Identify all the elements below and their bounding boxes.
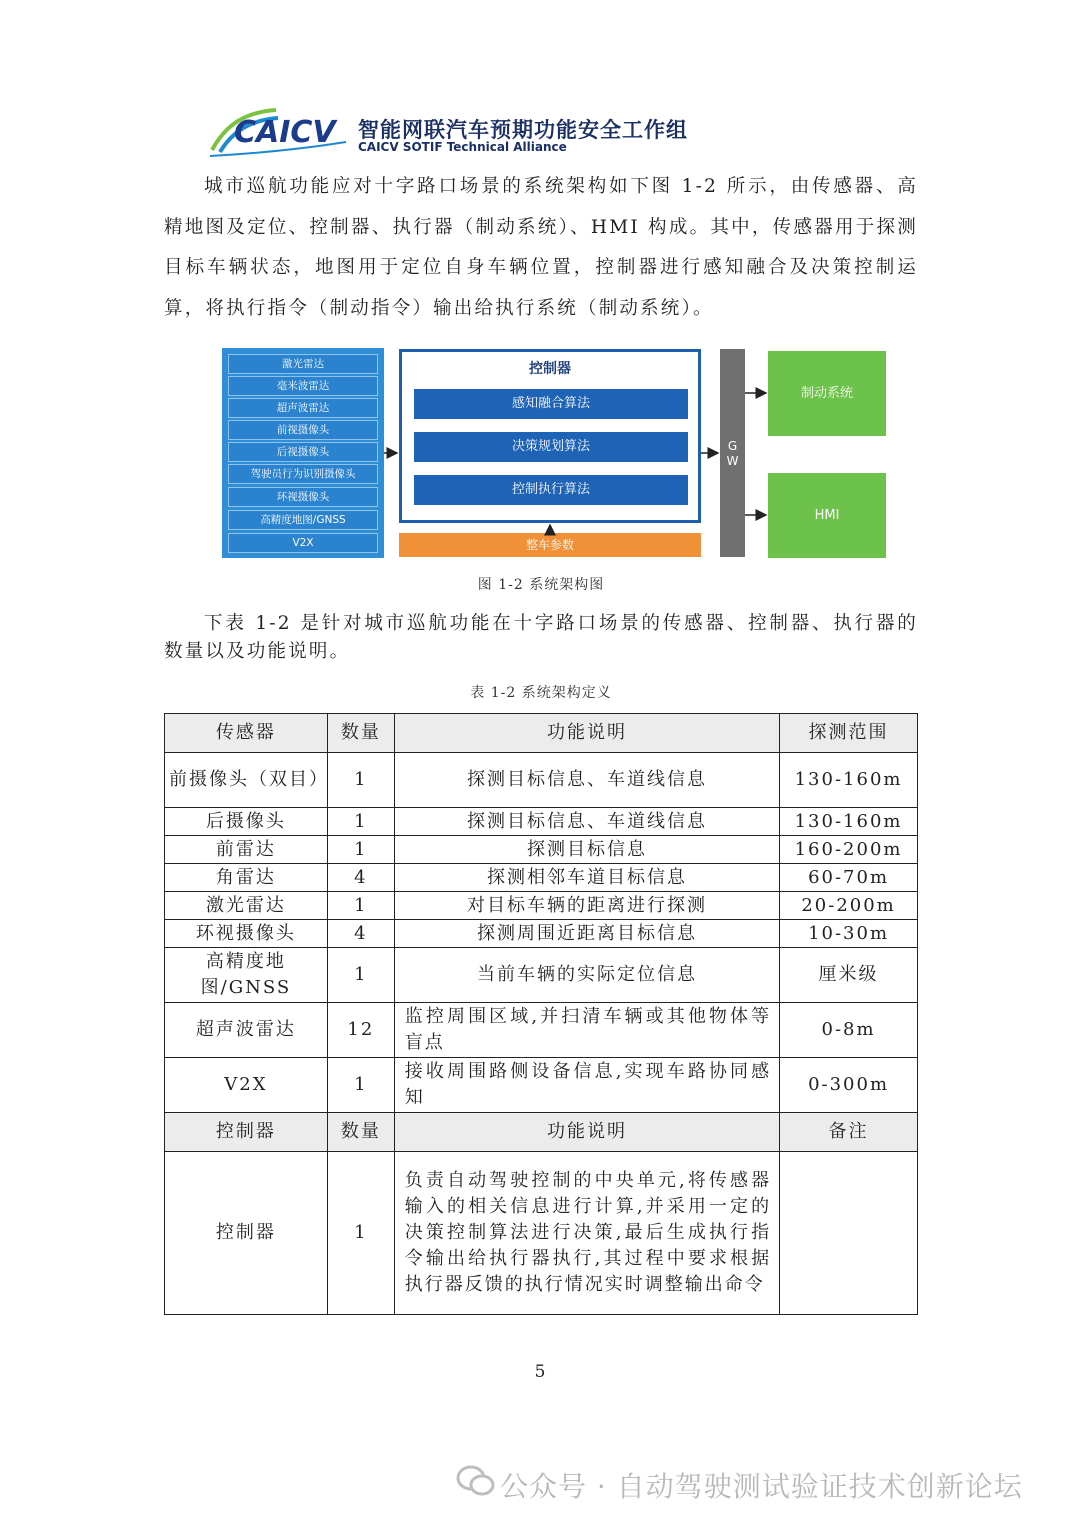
sensor-box: 前视摄像头 (228, 420, 378, 440)
table-row (165, 864, 918, 892)
table-cell: 12 (327, 1003, 394, 1058)
logo-text: CAICV (234, 115, 336, 150)
header-cell: 传感器 (165, 714, 328, 753)
figure-caption: 图 1-2 系统架构图 (477, 577, 605, 593)
system-architecture-table (164, 713, 918, 1315)
gateway-bar (720, 349, 745, 557)
sensor-box: 激光雷达 (228, 354, 378, 374)
table-caption: 表 1-2 系统架构定义 (470, 685, 612, 701)
controller-title: 控制器 (529, 361, 571, 377)
org-name-cn: 智能网联汽车预期功能安全工作组 (358, 118, 688, 142)
table-cell: 130-160m (780, 753, 918, 808)
table-cell: 超声波雷达 (165, 1003, 328, 1058)
sensor-box: V2X (228, 533, 378, 553)
table-cell: 厘米级 (780, 948, 918, 1003)
table-cell: 130-160m (780, 808, 918, 836)
table-cell: 4 (327, 864, 394, 892)
table-row (165, 753, 918, 808)
header-cell: 功能说明 (394, 1113, 779, 1152)
gateway-letter-w: W (726, 454, 739, 468)
sensor-box: 驾驶员行为识别摄像头 (228, 464, 378, 484)
table-cell: 10-30m (780, 920, 918, 948)
org-name-en: CAICV SOTIF Technical Alliance (358, 140, 567, 154)
wechat-icon (456, 1464, 496, 1498)
brake-system-box: 制动系统 (768, 351, 886, 436)
table-cell: 0-300m (780, 1058, 918, 1113)
table-row (165, 808, 918, 836)
table-cell: 环视摄像头 (165, 920, 328, 948)
table-cell: 前摄像头（双目） (165, 753, 328, 808)
gateway-label (720, 439, 745, 469)
table-cell: 160-200m (780, 836, 918, 864)
sensor-box: 毫米波雷达 (228, 376, 378, 396)
table-row (165, 836, 918, 864)
table-subheader-row (165, 1113, 918, 1152)
watermark-text: 公众号 · 自动驾驶测试验证技术创新论坛 (500, 1470, 1023, 1503)
table-cell: 1 (327, 1058, 394, 1113)
table-header-row (165, 714, 918, 753)
table-cell: 探测目标信息 (394, 836, 779, 864)
sensor-box: 高精度地图/GNSS (228, 510, 378, 530)
sensor-box: 后视摄像头 (228, 442, 378, 462)
table-cell: 负责自动驾驶控制的中央单元,将传感器输入的相关信息进行计算,并采用一定的决策控制算法进行决策,最后生成执行指令输出给执行器执行,其过程中要求根据执行器反馈的执行情况实时调整输出命令 (394, 1152, 779, 1315)
table-cell: 后摄像头 (165, 808, 328, 836)
table-cell: 前雷达 (165, 836, 328, 864)
algorithm-box: 控制执行算法 (414, 475, 688, 505)
table-cell: 当前车辆的实际定位信息 (394, 948, 779, 1003)
table-cell: 探测相邻车道目标信息 (394, 864, 779, 892)
table-row (165, 948, 918, 1003)
gateway-letter-g: G (727, 439, 738, 453)
table-cell: 20-200m (780, 892, 918, 920)
table-cell: 探测目标信息、车道线信息 (394, 753, 779, 808)
table-cell: 控制器 (165, 1152, 328, 1315)
table-cell: 探测目标信息、车道线信息 (394, 808, 779, 836)
sensor-box: 环视摄像头 (228, 487, 378, 507)
sensor-panel (222, 348, 384, 558)
table-cell: 1 (327, 892, 394, 920)
algorithm-box: 决策规划算法 (414, 432, 688, 462)
table-row (165, 920, 918, 948)
algorithm-box: 感知融合算法 (414, 389, 688, 419)
table-cell: 1 (327, 948, 394, 1003)
table-cell: 对目标车辆的距离进行探测 (394, 892, 779, 920)
table-row (165, 1152, 918, 1315)
table-cell: 1 (327, 808, 394, 836)
header-cell: 备注 (780, 1113, 918, 1152)
table-cell: V2X (165, 1058, 328, 1113)
table-row (165, 892, 918, 920)
table-cell: 监控周围区域,并扫清车辆或其他物体等盲点 (394, 1003, 779, 1058)
table-cell: 激光雷达 (165, 892, 328, 920)
intro-paragraph: 城市巡航功能应对十字路口场景的系统架构如下图 1-2 所示，由传感器、高精地图及定位、控制器、执行器（制动系统）、HMI 构成。其中，传感器用于探测目标车辆状态，地图用于定位自身车辆位置，控制器进行感知融合及决策控制运算，将执行指令（制动指令）输出给执行系统（制动系统）。 (164, 176, 918, 319)
header-cell: 控制器 (165, 1113, 328, 1152)
hmi-box: HMI (768, 473, 886, 558)
table-cell: 60-70m (780, 864, 918, 892)
header-cell: 功能说明 (394, 714, 779, 753)
page-number: 5 (534, 1362, 546, 1382)
table-cell: 角雷达 (165, 864, 328, 892)
table-cell: 接收周围路侧设备信息,实现车路协同感知 (394, 1058, 779, 1113)
table-cell: 1 (327, 836, 394, 864)
header-cell: 数量 (327, 714, 394, 753)
sensor-box: 超声波雷达 (228, 398, 378, 418)
table-cell: 探测周围近距离目标信息 (394, 920, 779, 948)
table-cell: 0-8m (780, 1003, 918, 1058)
table-cell: 1 (327, 1152, 394, 1315)
header-cell: 数量 (327, 1113, 394, 1152)
table-cell: 4 (327, 920, 394, 948)
table-row (165, 1058, 918, 1113)
table-cell: 高精度地图/GNSS (165, 948, 328, 1003)
controller-box (399, 349, 701, 523)
vehicle-params-box: 整车参数 (399, 533, 701, 557)
header-cell: 探测范围 (780, 714, 918, 753)
caicv-logo (206, 104, 354, 160)
table-row (165, 1003, 918, 1058)
table-intro-paragraph: 下表 1-2 是针对城市巡航功能在十字路口场景的传感器、控制器、执行器的数量以及功能说明。 (164, 613, 918, 662)
table-cell: 1 (327, 753, 394, 808)
table-cell (780, 1152, 918, 1315)
